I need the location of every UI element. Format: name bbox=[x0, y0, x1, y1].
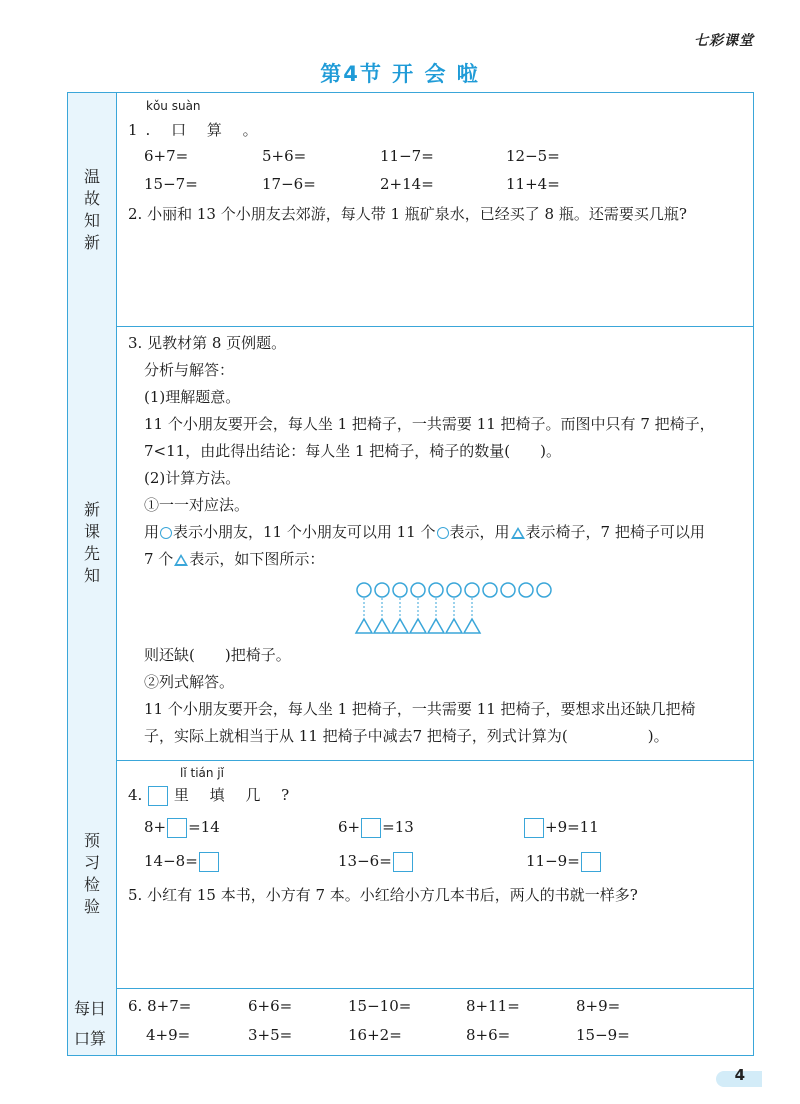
equation bbox=[338, 818, 414, 838]
method-2: ②列式解答。 bbox=[144, 673, 235, 691]
equation: 8+11= bbox=[466, 997, 520, 1015]
child-circle bbox=[375, 583, 389, 597]
paragraph bbox=[144, 440, 561, 461]
child-circle bbox=[429, 583, 443, 597]
text: 子，实际上就相当于从 11 把椅子中减去7 把椅子，列式计算为( bbox=[144, 727, 568, 745]
chair-triangle bbox=[410, 619, 426, 633]
chair-triangle bbox=[392, 619, 408, 633]
equation: 2+14= bbox=[380, 175, 434, 193]
triangle-icon bbox=[511, 527, 525, 539]
child-circle bbox=[483, 583, 497, 597]
text: +9=11 bbox=[545, 818, 599, 836]
text: 7 个 bbox=[144, 550, 174, 568]
child-circle bbox=[465, 583, 479, 597]
equation: 4+9= bbox=[146, 1026, 191, 1044]
step-1: (1)理解题意。 bbox=[144, 388, 241, 406]
brand-logo: 七彩课堂 bbox=[694, 33, 754, 49]
section-label bbox=[68, 326, 117, 760]
step-2: (2)计算方法。 bbox=[144, 469, 241, 487]
child-circle bbox=[447, 583, 461, 597]
text: 表示椅子，7 把椅子可以用 bbox=[525, 523, 705, 541]
correspondence-diagram bbox=[354, 578, 554, 638]
equation: 15−10= bbox=[348, 997, 412, 1015]
child-circle bbox=[537, 583, 551, 597]
equation: 8+6= bbox=[466, 1026, 511, 1044]
paragraph bbox=[144, 644, 291, 665]
section-label-text: 温故知新 bbox=[83, 166, 100, 252]
equation: 17−6= bbox=[262, 175, 316, 193]
paragraph bbox=[144, 548, 324, 569]
answer-box[interactable] bbox=[581, 852, 601, 872]
equation bbox=[144, 852, 220, 872]
equation: 11−7= bbox=[380, 147, 434, 165]
pinyin: kǒu suàn bbox=[146, 99, 201, 113]
section-preview-check bbox=[68, 760, 753, 989]
equation: 11+4= bbox=[506, 175, 560, 193]
text: )把椅子。 bbox=[224, 646, 291, 664]
child-circle bbox=[501, 583, 515, 597]
text: 表示，用 bbox=[449, 523, 510, 541]
child-circle bbox=[357, 583, 371, 597]
chair-triangle bbox=[464, 619, 480, 633]
child-circle bbox=[519, 583, 533, 597]
equation: 5+6= bbox=[262, 147, 307, 165]
child-circle bbox=[411, 583, 425, 597]
paragraph: 11 个小朋友要开会，每人坐 1 把椅子，一共需要 11 把椅子，要想求出还缺几把椅 bbox=[144, 700, 696, 718]
equation bbox=[338, 852, 414, 872]
text: )。 bbox=[540, 442, 561, 460]
section-label-text: 口算 bbox=[74, 1029, 107, 1048]
text: 则还缺( bbox=[144, 646, 195, 664]
circle-icon bbox=[160, 527, 172, 539]
page-title: 第4节 开 会 啦 bbox=[320, 62, 480, 86]
section-label-text: 每日 bbox=[74, 999, 107, 1018]
chair-triangle bbox=[428, 619, 444, 633]
method-1: ①一一对应法。 bbox=[144, 496, 250, 514]
answer-box[interactable] bbox=[361, 818, 381, 838]
question-3: 3. 见教材第 8 页例题。 bbox=[128, 334, 287, 352]
answer-box[interactable] bbox=[167, 818, 187, 838]
text: 7<11，由此得出结论：每人坐 1 把椅子，椅子的数量( bbox=[144, 442, 511, 460]
text: =13 bbox=[382, 818, 414, 836]
question-1: 1. 口 算 。 bbox=[128, 121, 266, 139]
question-5: 5. 小红有 15 本书，小方有 7 本。小红给小方几本书后，两人的书就一样多? bbox=[128, 886, 638, 904]
chair-triangle bbox=[446, 619, 462, 633]
question-2: 2. 小丽和 13 个小朋友去郊游，每人带 1 瓶矿泉水，已经买了 8 瓶。还需要买几瓶? bbox=[128, 205, 687, 223]
text: =14 bbox=[188, 818, 220, 836]
section-content bbox=[128, 760, 743, 988]
answer-box[interactable] bbox=[199, 852, 219, 872]
section-label-text: 新课先知 bbox=[83, 500, 100, 585]
question-4 bbox=[128, 784, 297, 806]
equation: 8+9= bbox=[576, 997, 621, 1015]
equation bbox=[144, 818, 220, 838]
paragraph: 11 个小朋友要开会，每人坐 1 把椅子，一共需要 11 把椅子。而图中只有 7 把椅子， bbox=[144, 415, 715, 433]
question-number: 4. bbox=[128, 786, 143, 804]
text: 用 bbox=[144, 523, 160, 541]
page-number: 4 bbox=[734, 1066, 745, 1084]
section-label bbox=[68, 93, 117, 326]
section-label bbox=[68, 988, 117, 1055]
worksheet bbox=[67, 92, 754, 1056]
triangle-icon bbox=[174, 554, 188, 566]
answer-box[interactable] bbox=[524, 818, 544, 838]
section-label-text: 预习检验 bbox=[83, 831, 100, 916]
text: 14−8= bbox=[144, 852, 198, 870]
chair-triangle bbox=[374, 619, 390, 633]
equation: 6. 8+7= bbox=[128, 997, 192, 1015]
text: 表示，如下图所示： bbox=[189, 550, 325, 568]
chair-triangle bbox=[356, 619, 372, 633]
equation bbox=[526, 852, 602, 872]
equation bbox=[523, 818, 599, 838]
equation: 16+2= bbox=[348, 1026, 402, 1044]
section-content bbox=[128, 988, 743, 1055]
section-review bbox=[68, 93, 753, 327]
equation: 6+7= bbox=[144, 147, 189, 165]
text: 13−6= bbox=[338, 852, 392, 870]
text: )。 bbox=[647, 727, 669, 745]
text: 11−9= bbox=[526, 852, 580, 870]
text: 里 填 几 ? bbox=[173, 786, 298, 804]
equation: 6+6= bbox=[248, 997, 293, 1015]
pinyin: lǐ tián jǐ bbox=[180, 766, 224, 780]
section-new-lesson bbox=[68, 326, 753, 761]
circle-icon bbox=[437, 527, 449, 539]
equation: 12−5= bbox=[506, 147, 560, 165]
equation: 3+5= bbox=[248, 1026, 293, 1044]
section-label bbox=[68, 760, 117, 988]
section-content bbox=[128, 93, 743, 326]
text: 表示小朋友，11 个小朋友可以用 11 个 bbox=[173, 523, 436, 541]
section-content bbox=[128, 326, 743, 760]
child-circle bbox=[393, 583, 407, 597]
analysis-heading: 分析与解答： bbox=[144, 361, 235, 379]
text: 8+ bbox=[144, 818, 167, 836]
paragraph bbox=[144, 725, 669, 746]
equation: 15−7= bbox=[144, 175, 198, 193]
answer-box-icon bbox=[148, 786, 168, 806]
text: 6+ bbox=[338, 818, 361, 836]
answer-box[interactable] bbox=[393, 852, 413, 872]
section-daily-practice bbox=[68, 988, 753, 1055]
equation: 15−9= bbox=[576, 1026, 630, 1044]
paragraph bbox=[144, 521, 705, 542]
